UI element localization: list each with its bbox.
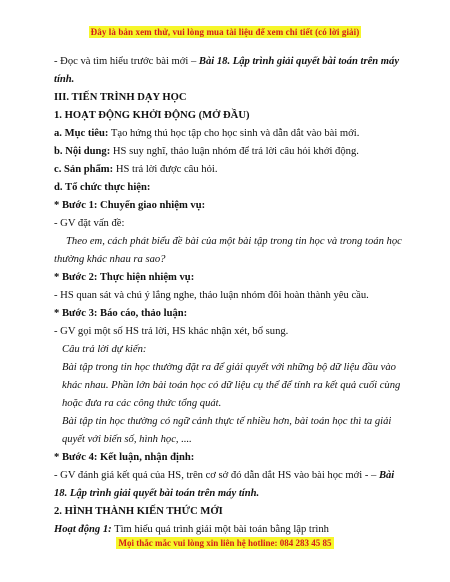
question-line-1: Theo em, cách phát biểu đề bài của một bài tập trong tin học và trong toán học xyxy=(66,236,402,247)
preview-banner-text: Đây là bản xem thử, vui lòng mua tài liệu để xem chi tiết (có lời giải) xyxy=(90,27,360,37)
heading-new-knowledge: 2. HÌNH THÀNH KIẾN THỨC MỚI xyxy=(54,506,223,517)
lesson-title: Bài 18. Lập trình giải quyết bài toán trên máy xyxy=(198,56,400,67)
product-line xyxy=(54,163,218,176)
preview-banner xyxy=(0,22,450,36)
label: Hoạt động 1: xyxy=(54,524,112,535)
teacher-line-2: - GV gọi một số HS trả lời, HS khác nhận xét, bổ sung. xyxy=(54,326,289,337)
line-2: tính. xyxy=(54,74,75,85)
text: Tạo hứng thú học tập cho học sinh và dẫn dắt vào bài mới. xyxy=(108,128,360,139)
step-2-heading: * Bước 2: Thực hiện nhiệm vụ: xyxy=(54,272,195,283)
answer-line-2: khác nhau. Phần lớn bài toán học có dữ liệu cụ thể để tính ra kết quả cuối cùng xyxy=(62,380,401,391)
answer-line-4: Bài tập tin học thường có ngữ cảnh thực tế nhiều hơn, bài toán học thì ta giải xyxy=(62,416,392,427)
label: c. Sản phẩm: xyxy=(54,164,114,175)
answer-line-3: hoặc đưa ra các công thức tổng quát. xyxy=(62,398,222,409)
organization-heading: d. Tổ chức thực hiện: xyxy=(54,182,151,193)
text: HS trả lời được câu hỏi. xyxy=(113,164,218,175)
content-line xyxy=(54,145,359,158)
label: b. Nội dung: xyxy=(54,146,111,157)
hotline-banner xyxy=(0,533,450,547)
answer-line-5: quyết với biến số, hình học, .... xyxy=(62,434,192,445)
step-1-heading: * Bước 1: Chuyển giao nhiệm vụ: xyxy=(54,200,206,211)
text: - Đọc và tìm hiểu trước bài mới – xyxy=(54,56,199,67)
step-3-heading: * Bước 3: Báo cáo, thảo luận: xyxy=(54,308,188,319)
step-4-heading: * Bước 4: Kết luận, nhận định: xyxy=(54,452,195,463)
teacher-line-1: - GV đặt vấn đề: xyxy=(54,218,125,229)
expected-answer-label: Câu trả lời dự kiến: xyxy=(62,344,147,355)
text: - GV đánh giá kết quả của HS, trên cơ sở đó dẫn dắt HS vào bài học mới - – xyxy=(54,470,379,481)
lesson-ref: Bài xyxy=(378,470,395,481)
label: a. Mục tiêu: xyxy=(54,128,109,139)
text: Tìm hiểu quá trình giải một bài toán bằng lập trình xyxy=(111,524,329,535)
heading-activity-1: 1. HOẠT ĐỘNG KHỞI ĐỘNG (MỞ ĐẦU) xyxy=(54,110,250,121)
line-1 xyxy=(54,55,399,68)
teacher-line-3 xyxy=(54,469,394,482)
student-line-1: - HS quan sát và chú ý lắng nghe, thảo luận nhóm đôi hoàn thành yêu cầu. xyxy=(54,290,369,301)
answer-line-1: Bài tập trong tin học thường đặt ra để giải quyết với những bộ dữ liệu đầu vào xyxy=(62,362,396,373)
objective-line xyxy=(54,127,359,140)
section-iii-heading: III. TIẾN TRÌNH DẠY HỌC xyxy=(54,92,187,103)
text: HS suy nghĩ, thảo luận nhóm để trả lời câu hỏi khởi động. xyxy=(110,146,359,157)
question-line-2: thường khác nhau ra sao? xyxy=(54,254,166,265)
teacher-line-4: 18. Lập trình giải quyết bài toán trên máy tính. xyxy=(54,488,260,499)
hotline-banner-text: Mọi thắc mắc vui lòng xin liên hệ hotline: 084 283 45 85 xyxy=(118,538,332,548)
